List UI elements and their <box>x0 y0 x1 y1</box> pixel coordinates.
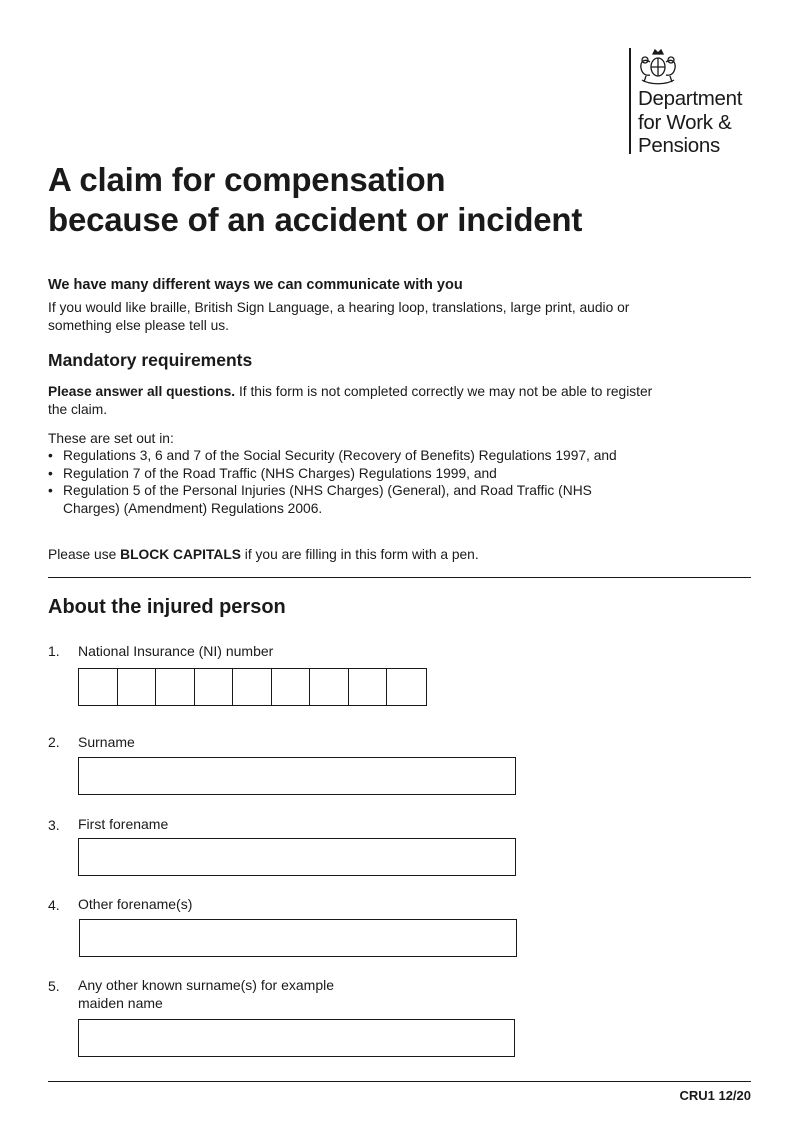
question-label-line: Any other known surname(s) for example <box>78 977 334 993</box>
block-capitals-note <box>48 546 479 564</box>
ni-number-box[interactable] <box>310 669 349 705</box>
block-note-bold: BLOCK CAPITALS <box>120 547 241 562</box>
ni-number-box[interactable] <box>349 669 388 705</box>
page-title <box>48 160 582 240</box>
regulation-item: • Regulation 5 of the Personal Injuries (NHS Charges) (General), and Road Traffic (NHS Charges) (Amendment) Regulations 2006. <box>48 482 648 517</box>
question-number: 5. <box>48 978 60 994</box>
communication-body: If you would like braille, British Sign Language, a hearing loop, translations, large print, audio or something else please tell us. <box>48 300 630 333</box>
ni-number-box[interactable] <box>272 669 311 705</box>
set-out-intro: These are set out in: <box>48 431 174 446</box>
ni-number-box[interactable] <box>195 669 234 705</box>
ni-number-box[interactable] <box>233 669 272 705</box>
ni-number-box[interactable] <box>118 669 157 705</box>
department-name <box>638 87 742 158</box>
first-forename-field[interactable] <box>78 838 516 876</box>
department-line: Pensions <box>638 134 720 157</box>
title-line: A claim for compensation <box>48 161 446 198</box>
block-note-pre: Please use <box>48 547 121 562</box>
form-code: CRU1 12/20 <box>679 1088 751 1103</box>
logo-divider <box>629 48 631 154</box>
block-note-post: if you are filling in this form with a pen. <box>240 547 479 562</box>
ni-number-box[interactable] <box>156 669 195 705</box>
other-surnames-field[interactable] <box>78 1019 515 1057</box>
mandatory-heading: Mandatory requirements <box>48 350 253 370</box>
surname-field[interactable] <box>78 757 516 795</box>
regulation-item: • Regulations 3, 6 and 7 of the Social Security (Recovery of Benefits) Regulations 1997, and <box>48 447 648 465</box>
section-heading: About the injured person <box>48 596 286 618</box>
question-label-first-forename: First forename <box>78 816 169 832</box>
mandatory-bold-lead: Please answer all questions. <box>48 384 236 399</box>
mandatory-body <box>48 383 668 418</box>
title-line: because of an accident or incident <box>48 201 583 238</box>
royal-coat-of-arms-icon <box>636 48 680 88</box>
question-number: 1. <box>48 643 60 659</box>
other-forenames-field[interactable] <box>79 919 517 957</box>
section-divider <box>48 577 751 578</box>
regulations-list <box>48 447 648 517</box>
department-line: for Work & <box>638 110 732 134</box>
question-number: 4. <box>48 897 60 913</box>
regulation-item: • Regulation 7 of the Road Traffic (NHS Charges) Regulations 1999, and <box>48 465 648 483</box>
footer-divider <box>48 1081 751 1082</box>
question-label-other-surnames <box>78 976 334 1012</box>
ni-number-box[interactable] <box>79 669 118 705</box>
question-number: 2. <box>48 734 60 750</box>
question-label-other-forenames: Other forename(s) <box>78 896 193 912</box>
question-number: 3. <box>48 817 60 833</box>
question-label-line: maiden name <box>78 995 163 1011</box>
question-label-surname: Surname <box>78 734 135 750</box>
question-label-ni-number: National Insurance (NI) number <box>78 643 274 659</box>
communication-heading: We have many different ways we can communicate with you <box>48 277 463 293</box>
mandatory-body-text: If this form is not completed correctly we may not be able to register the claim. <box>48 384 653 417</box>
ni-number-box[interactable] <box>387 669 426 705</box>
department-line: Department <box>638 87 743 110</box>
ni-number-input[interactable] <box>78 668 427 706</box>
